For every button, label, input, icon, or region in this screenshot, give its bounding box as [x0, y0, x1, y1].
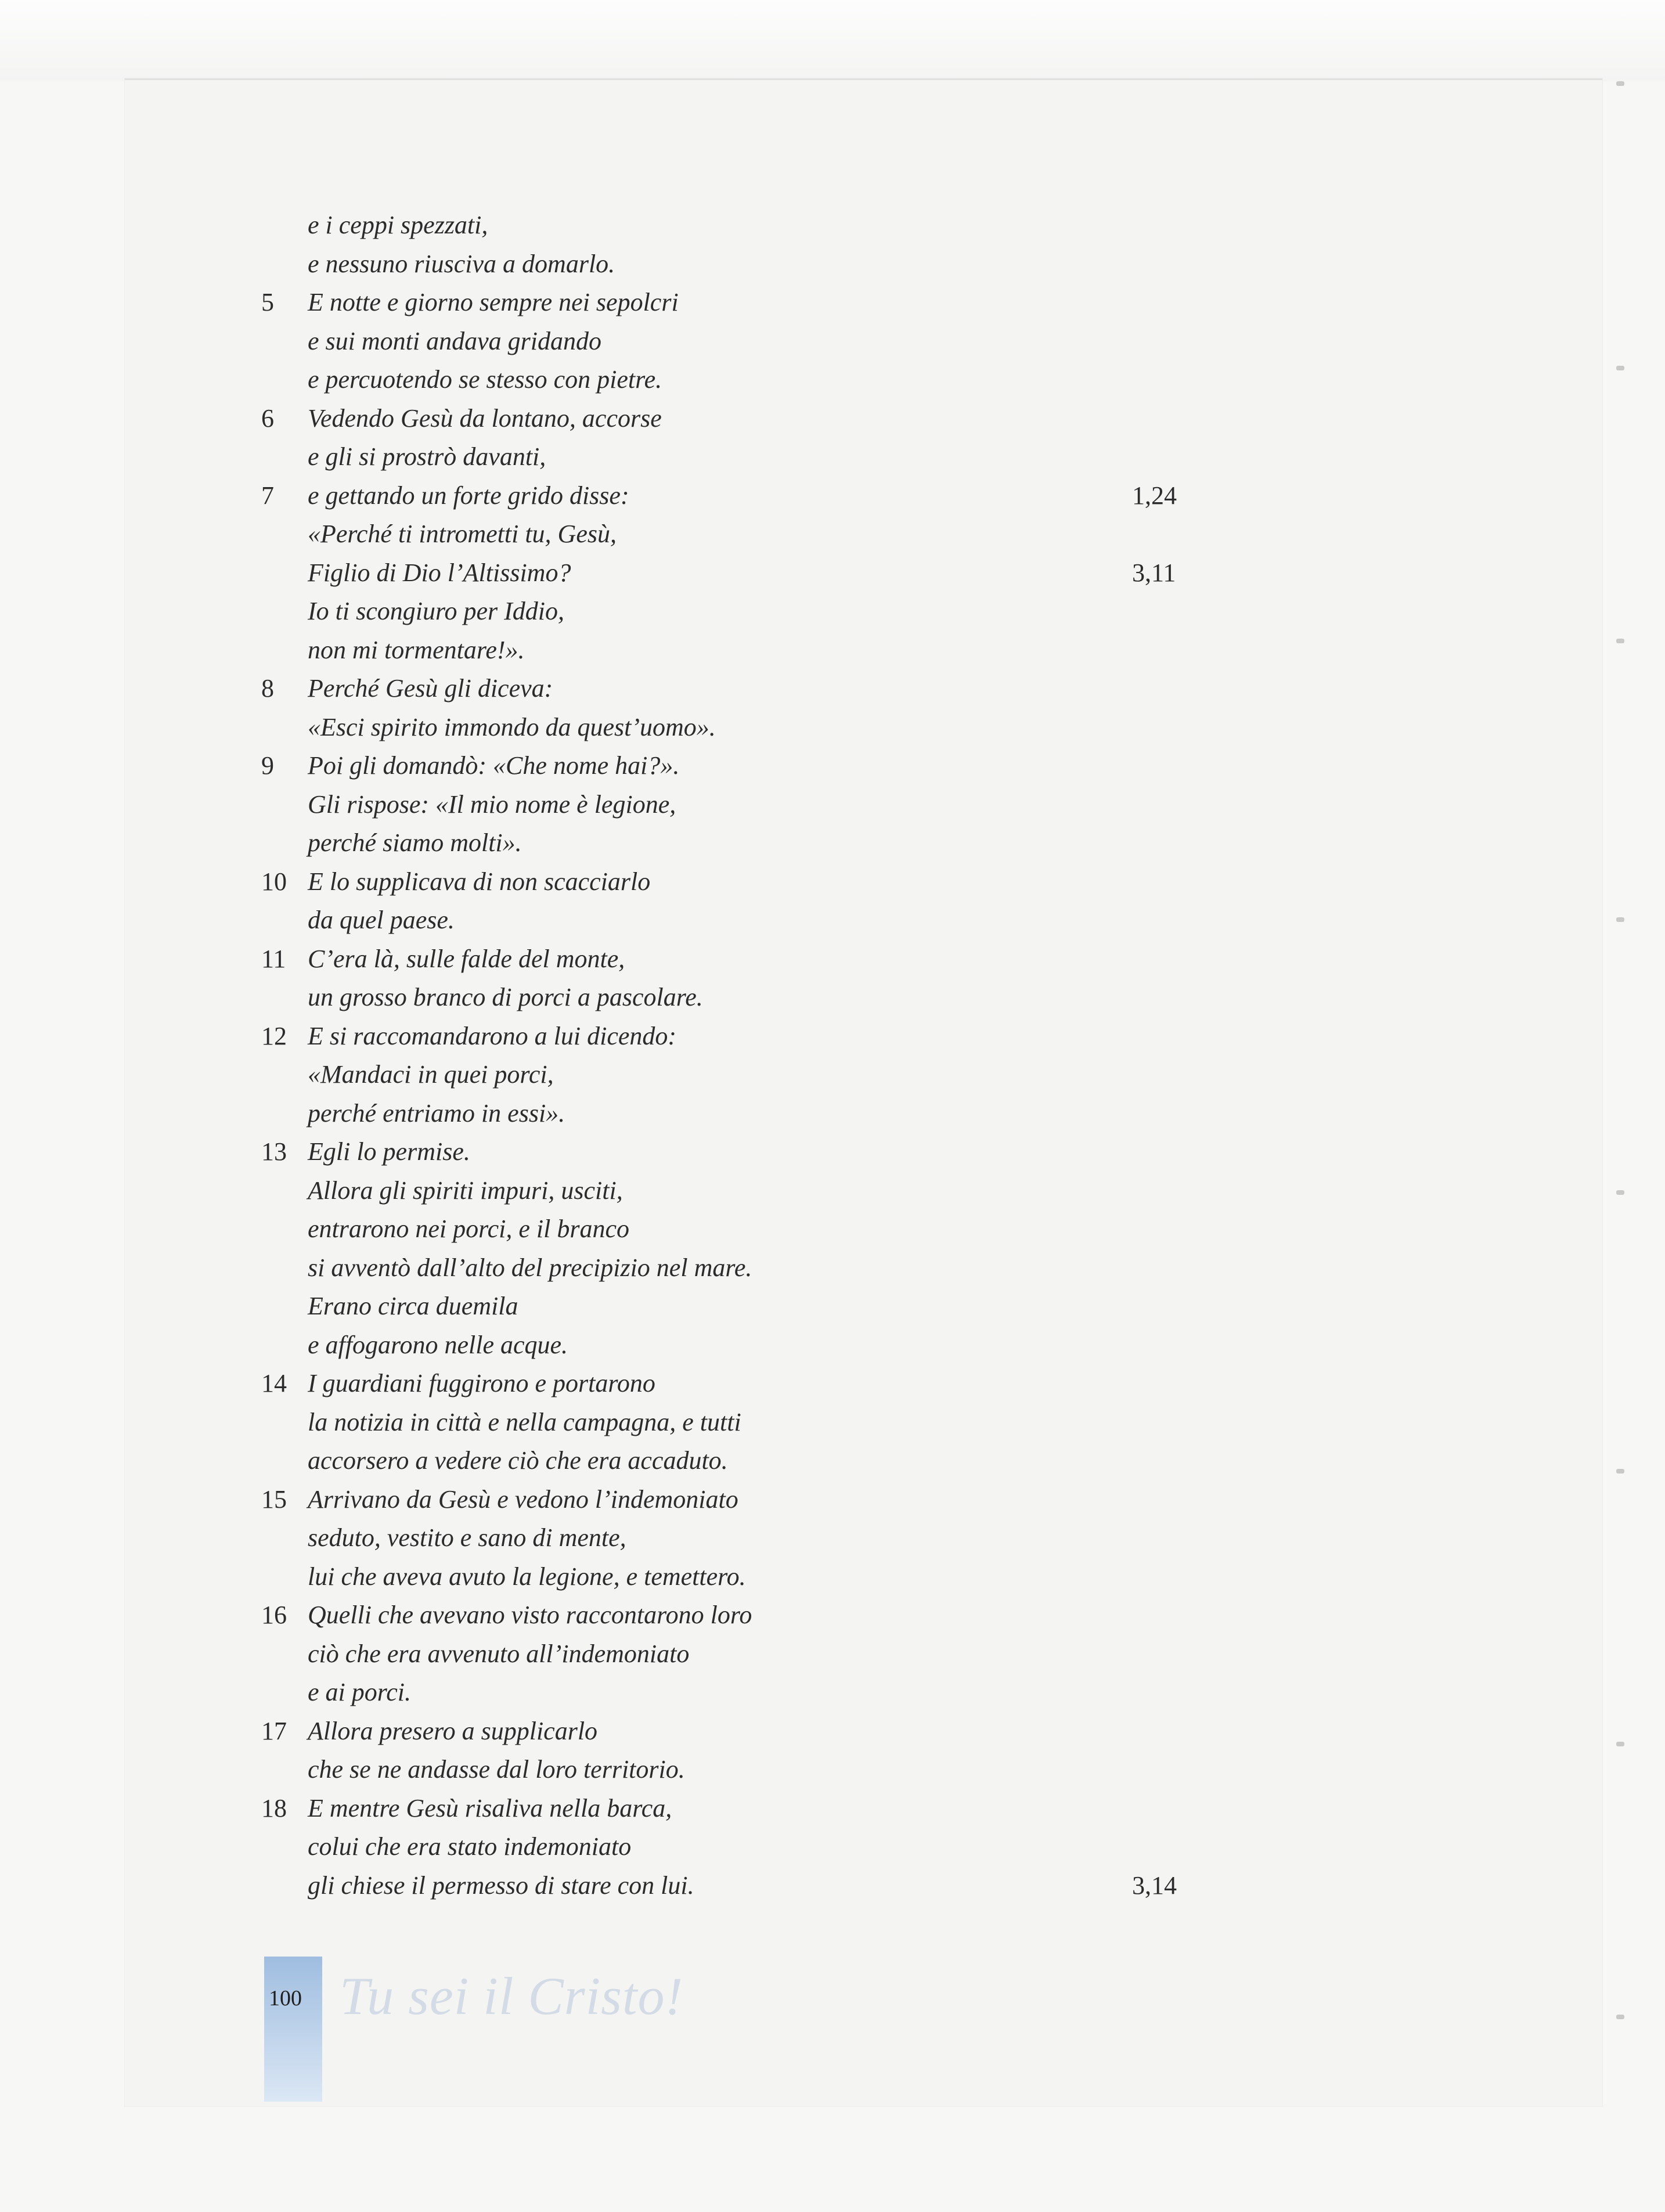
verse-line — [261, 361, 1295, 399]
verse-text: si avventò dall’alto del precipizio nel mare. — [308, 1253, 752, 1282]
verse-line — [261, 1172, 1295, 1211]
verse-line — [261, 1867, 1295, 1905]
verse-line — [261, 1673, 1295, 1712]
verse-line — [261, 1094, 1295, 1133]
verse-line — [261, 1017, 1295, 1056]
binding-mark — [1616, 1190, 1624, 1195]
verse-line — [261, 1480, 1295, 1519]
verse-text: perché siamo molti». — [308, 828, 522, 857]
verse-line — [261, 554, 1295, 593]
binding-mark — [1616, 917, 1624, 922]
binding-mark — [1616, 366, 1624, 370]
verse-line — [261, 477, 1295, 516]
verse-text: accorsero a vedere ciò che era accaduto. — [308, 1446, 728, 1475]
binding-mark — [1616, 1469, 1624, 1474]
verse-text: Erano circa duemila — [308, 1292, 518, 1320]
page-number: 100 — [269, 1986, 302, 2011]
verse-line — [261, 1519, 1295, 1558]
verse-text: che se ne andasse dal loro territorio. — [308, 1755, 685, 1784]
verse-text: e i ceppi spezzati, — [308, 211, 488, 239]
verse-text: Gli rispose: «Il mio nome è legione, — [308, 790, 676, 819]
verse-line — [261, 399, 1295, 438]
verse-text: Io ti scongiuro per Iddio, — [308, 597, 564, 625]
verse-text: Quelli che avevano visto raccontarono loro — [308, 1601, 752, 1629]
binding-mark — [1616, 1742, 1624, 1746]
verse-line — [261, 1055, 1295, 1094]
verse-text-block — [261, 206, 1295, 1905]
verse-line — [261, 515, 1295, 554]
verse-line — [261, 1364, 1295, 1403]
verse-text: e sui monti andava gridando — [308, 326, 601, 355]
verse-text: Poi gli domandò: «Che nome hai?». — [308, 751, 680, 780]
verse-text: e percuotendo se stesso con pietre. — [308, 365, 662, 394]
verse-line — [261, 669, 1295, 708]
verse-number: 11 — [261, 944, 286, 973]
verse-number: 17 — [261, 1716, 287, 1745]
binding-edge — [1607, 81, 1630, 2084]
cross-reference: 1,24 — [1132, 481, 1177, 510]
verse-text: e gli si prostrò davanti, — [308, 442, 546, 471]
verse-number: 14 — [261, 1369, 287, 1397]
cross-reference: 3,11 — [1132, 558, 1176, 587]
verse-text: ciò che era avvenuto all’indemoniato — [308, 1639, 690, 1668]
verse-text: colui che era stato indemoniato — [308, 1832, 632, 1861]
cross-reference: 3,14 — [1132, 1871, 1177, 1900]
verse-text: C’era là, sulle falde del monte, — [308, 944, 625, 973]
verse-line — [261, 1133, 1295, 1172]
verse-text: E si raccomandarono a lui dicendo: — [308, 1021, 677, 1050]
verse-text: Vedendo Gesù da lontano, accorse — [308, 404, 662, 433]
verse-text: seduto, vestito e sano di mente, — [308, 1523, 626, 1552]
verse-text: Perché Gesù gli diceva: — [308, 674, 553, 702]
verse-line — [261, 1210, 1295, 1249]
verse-text: I guardiani fuggirono e portarono — [308, 1369, 655, 1397]
verse-number: 10 — [261, 867, 287, 896]
verse-number: 9 — [261, 751, 274, 780]
verse-number: 15 — [261, 1485, 287, 1514]
verse-line — [261, 592, 1295, 631]
verse-line — [261, 206, 1295, 245]
binding-mark — [1616, 639, 1624, 643]
verse-line — [261, 901, 1295, 940]
verse-number: 8 — [261, 674, 274, 702]
verse-text: e gettando un forte grido disse: — [308, 481, 629, 510]
verse-text: «Esci spirito immondo da quest’uomo». — [308, 712, 716, 741]
verse-text: e ai porci. — [308, 1678, 411, 1706]
verse-number: 18 — [261, 1793, 287, 1822]
scan-background — [0, 0, 1665, 81]
verse-text: non mi tormentare!». — [308, 635, 525, 664]
verse-text: gli chiese il permesso di stare con lui. — [308, 1871, 694, 1900]
verse-text: «Mandaci in quei porci, — [308, 1060, 554, 1089]
verse-line — [261, 1287, 1295, 1326]
verse-text: Allora gli spiriti impuri, usciti, — [308, 1176, 623, 1205]
verse-text: E mentre Gesù risaliva nella barca, — [308, 1793, 672, 1822]
verse-line — [261, 978, 1295, 1017]
verse-line — [261, 1789, 1295, 1828]
verse-text: entrarono nei porci, e il branco — [308, 1215, 629, 1243]
verse-line — [261, 786, 1295, 824]
verse-text: da quel paese. — [308, 906, 455, 934]
verse-line — [261, 863, 1295, 902]
footer-color-bar — [264, 1957, 322, 2102]
verse-number: 5 — [261, 288, 274, 316]
verse-line — [261, 940, 1295, 979]
verse-line — [261, 1712, 1295, 1751]
verse-text: e nessuno riusciva a domarlo. — [308, 249, 615, 278]
verse-line — [261, 1403, 1295, 1442]
verse-line — [261, 1750, 1295, 1789]
verse-text: perché entriamo in essi». — [308, 1098, 565, 1127]
verse-line — [261, 1828, 1295, 1867]
verse-line — [261, 631, 1295, 670]
verse-text: E notte e giorno sempre nei sepolcri — [308, 288, 679, 316]
verse-line — [261, 1635, 1295, 1674]
verse-text: E lo supplicava di non scacciarlo — [308, 867, 651, 896]
verse-text: la notizia in città e nella campagna, e tutti — [308, 1407, 741, 1436]
binding-mark — [1616, 2015, 1624, 2019]
verse-line — [261, 1326, 1295, 1365]
verse-text: e affogarono nelle acque. — [308, 1330, 568, 1359]
verse-line — [261, 708, 1295, 747]
verse-line — [261, 1249, 1295, 1288]
verse-number: 6 — [261, 404, 274, 433]
verse-number: 13 — [261, 1137, 287, 1166]
verse-line — [261, 824, 1295, 863]
verse-text: un grosso branco di porci a pascolare. — [308, 983, 703, 1011]
verse-text: Egli lo permise. — [308, 1137, 470, 1166]
verse-text: Figlio di Dio l’Altissimo? — [308, 558, 571, 587]
verse-line — [261, 747, 1295, 786]
verse-number: 16 — [261, 1601, 287, 1629]
verse-text: «Perché ti intrometti tu, Gesù, — [308, 520, 617, 548]
verse-number: 7 — [261, 481, 274, 510]
verse-line — [261, 283, 1295, 322]
verse-line — [261, 1558, 1295, 1597]
verse-line — [261, 1596, 1295, 1635]
verse-line — [261, 1442, 1295, 1480]
verse-text: Arrivano da Gesù e vedono l’indemoniato — [308, 1485, 738, 1514]
binding-mark — [1616, 81, 1624, 86]
verse-line — [261, 245, 1295, 284]
verse-line — [261, 438, 1295, 477]
verse-line — [261, 322, 1295, 361]
footer-title: Tu sei il Cristo! — [340, 1966, 684, 2026]
verse-text: Allora presero a supplicarlo — [308, 1716, 598, 1745]
verse-number: 12 — [261, 1021, 287, 1050]
verse-text: lui che aveva avuto la legione, e temettero. — [308, 1562, 746, 1591]
